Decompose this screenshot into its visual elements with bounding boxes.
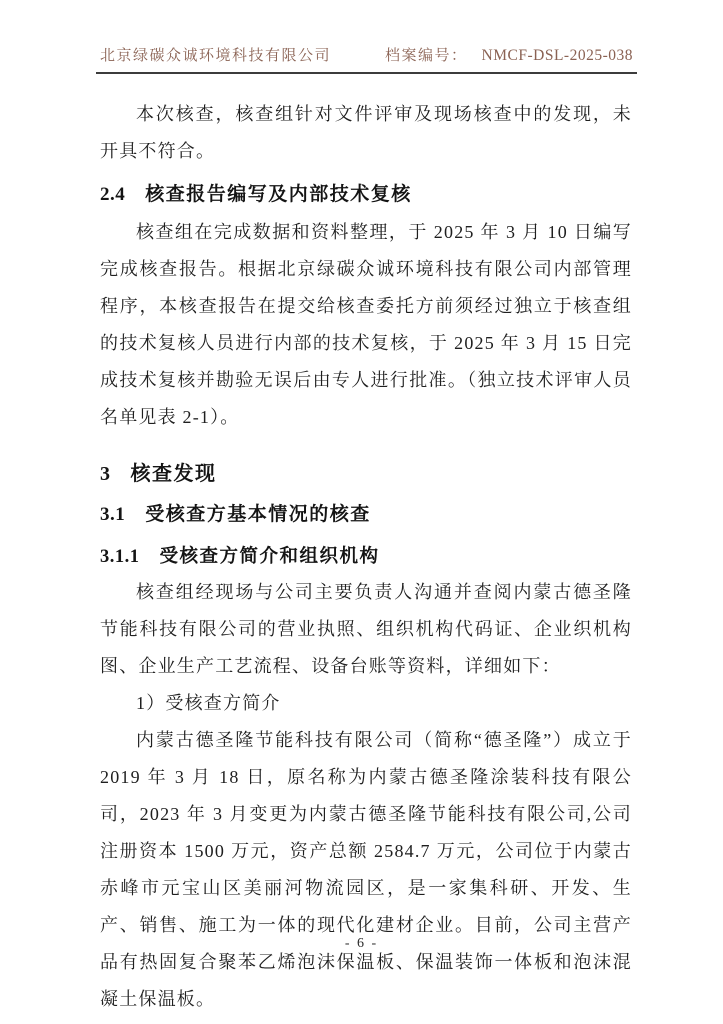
heading-3-1-1-title: 受核查方简介和组织机构: [159, 547, 380, 567]
page-number: - 6 -: [344, 936, 379, 951]
heading-2-4-title: 核查报告编写及内部技术复核: [145, 184, 412, 205]
header-company-name: 北京绿碳众诚环境科技有限公司: [100, 48, 332, 64]
document-body: [100, 84, 632, 1018]
heading-3-number: 3: [100, 463, 111, 485]
archive-number-label: 档案编号：: [385, 48, 468, 64]
page-footer: [0, 936, 723, 952]
heading-2-4-number: 2.4: [100, 184, 126, 205]
list-item-company-profile: 1）受核查方简介: [136, 693, 281, 713]
paragraph-report-writing: 核查组在完成数据和资料整理，于 2025 年 3 月 10 日编写完成核查报告。根据北京绿碳众诚环境科技有限公司内部管理程序，本核查报告在提交给核查委托方前须经过独立于核查组的技术复核人员进行内部的技术复核，于 2025 年 3 月 15 日完成技术复核并勘验无误后由专人进行批准。（独立技术评审人员名单见表 2-1）。: [100, 222, 632, 427]
header-divider-rule: [96, 72, 637, 74]
archive-number-value: NMCF-DSL-2025-038: [481, 47, 633, 64]
paragraph-company-description: 内蒙古德圣隆节能科技有限公司（简称“德圣隆”）成立于 2019 年 3 月 18 日，原名称为内蒙古德圣隆涂装科技有限公司，2023 年 3 月变更为内蒙古德圣隆节能科技有限公司,公司注册资本 1500 万元，资产总额 2584.7 万元，公司位于内蒙古赤峰市元宝山区美丽河物流园区，是一家集科研、开发、生产、销售、施工为一体的现代化建材企业。目前，公司主营产品有热固复合聚苯乙烯泡沫保温板、保温装饰一体板和泡沫混凝土保温板。: [100, 730, 632, 1009]
heading-3-1-number: 3.1: [100, 504, 126, 525]
paragraph-no-nonconformity: 本次核查，核查组针对文件评审及现场核查中的发现，未开具不符合。: [100, 104, 632, 161]
header-archive: [385, 44, 633, 65]
header-row: [96, 44, 637, 65]
page-header: [96, 44, 637, 74]
heading-3-1-1: [100, 542, 632, 572]
paragraph-onsite-review: 核查组经现场与公司主要负责人沟通并查阅内蒙古德圣隆节能科技有限公司的营业执照、组织机构代码证、企业织机构图、企业生产工艺流程、设备台账等资料，详细如下：: [100, 582, 632, 676]
heading-3: [100, 458, 632, 490]
heading-3-1-title: 受核查方基本情况的核查: [145, 504, 371, 525]
heading-3-1: [100, 500, 632, 530]
heading-2-4: [100, 180, 632, 210]
heading-3-1-1-number: 3.1.1: [100, 547, 140, 567]
heading-3-title: 核查发现: [130, 463, 217, 485]
